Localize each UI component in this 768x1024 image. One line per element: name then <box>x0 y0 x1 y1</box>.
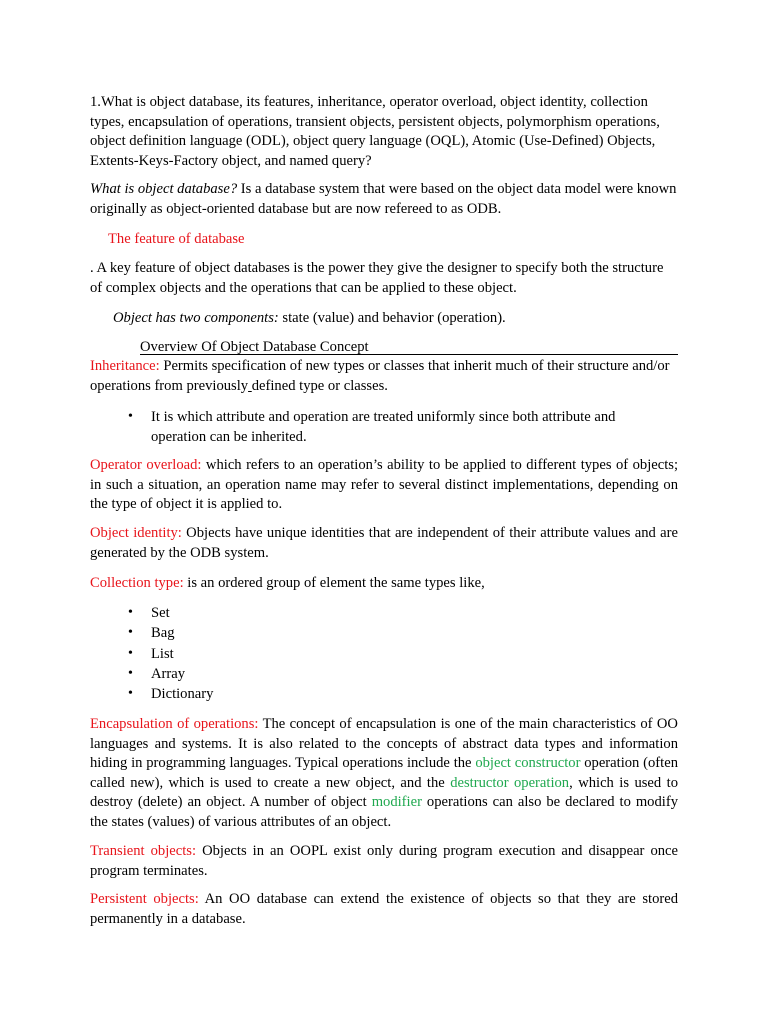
what-is-text: Is a database system that were based on the object data model were known originally as object-oriented database but are now refereed to as ODB. <box>90 181 677 217</box>
persistent-paragraph <box>90 890 678 929</box>
object-identity-paragraph <box>90 524 678 563</box>
components-paragraph <box>113 309 678 329</box>
list-item: • List <box>128 644 428 664</box>
components-text: state (value) and behavior (operation). <box>278 310 506 326</box>
collection-type-text: is an ordered group of element the same types like, <box>183 575 485 591</box>
object-identity-term: Object identity: <box>90 525 182 541</box>
what-is-paragraph <box>90 180 678 219</box>
operator-overload-paragraph <box>90 456 678 515</box>
inheritance-term: Inheritance: <box>90 358 160 374</box>
inheritance-paragraph <box>90 357 678 396</box>
overview-heading: Overview Of Object Database Concept <box>140 339 369 355</box>
encapsulation-text-1: The concept of encapsulation is one of the main characteristics of OO languages and systems. It is also related to the concepts of abstract data types and information hiding in programming languages. Typical operations include the <box>90 716 678 771</box>
persistent-term: Persistent objects: <box>90 891 199 907</box>
list-item: • Dictionary <box>128 684 428 704</box>
collection-type-list <box>128 603 428 704</box>
inheritance-text-a: Permits specification of new types or classes that inherit much of their structure and/or operations from previously <box>90 358 670 394</box>
encapsulation-text-4: operations can also be declared to modify the states (values) of various attributes of an object. <box>90 794 678 830</box>
inheritance-bullet-list <box>128 407 668 448</box>
object-identity-text: Objects have unique identities that are independent of their attribute values and are generated by the ODB system. <box>90 525 678 561</box>
encapsulation-paragraph <box>90 715 678 832</box>
key-feature-paragraph: . A key feature of object databases is the power they give the designer to specify both the structure of complex objects and the operations that can be applied to these object. <box>90 260 664 296</box>
encapsulation-text-3: , which is used to destroy (delete) an object. A number of object <box>90 774 678 810</box>
what-is-term: What is object database? <box>90 181 238 197</box>
encapsulation-term: Encapsulation of operations: <box>90 716 259 732</box>
operator-overload-term: Operator overload: <box>90 457 202 473</box>
destructor-operation-term: destructor operation <box>450 774 570 791</box>
feature-heading: The feature of database <box>108 231 245 247</box>
components-term: Object has two components: <box>113 310 279 326</box>
overview-heading-rule <box>140 354 678 355</box>
operator-overload-text: which refers to an operation’s ability to be applied to different types of objects; in such a situation, an operation name may refer to several distinct implementations, depending on the type of object it is applied to. <box>90 457 678 512</box>
list-item: • Bag <box>128 623 428 643</box>
collection-type-paragraph <box>90 574 678 594</box>
list-item: • Set <box>128 603 428 623</box>
question-paragraph: 1.What is object database, its features, inheritance, operator overload, object identity, collection types, encapsulation of operations, transient objects, persistent objects, polymorphism operations, object definition language (ODL), object query language (OQL), Atomic (Use-Defined) Objects, Extents-Keys-Factory object, and named query? <box>90 94 660 169</box>
collection-type-term: Collection type: <box>90 575 184 591</box>
modifier-term: modifier <box>371 794 422 810</box>
object-constructor-term: object constructor <box>475 755 581 771</box>
encapsulation-text-2: operation (often called new), which is used to create a new object, and the <box>90 755 678 791</box>
transient-text: Objects in an OOPL exist only during program execution and disappear once program terminates. <box>90 843 679 879</box>
list-item: • It is which attribute and operation are treated uniformly since both attribute and operation can be inherited. <box>128 407 668 448</box>
transient-paragraph <box>90 842 678 881</box>
list-item: • Array <box>128 664 428 684</box>
inheritance-text-c: defined type or classes. <box>251 377 388 394</box>
persistent-text: An OO database can extend the existence of objects so that they are stored permanently in a database. <box>90 891 678 927</box>
transient-term: Transient objects: <box>90 843 197 859</box>
